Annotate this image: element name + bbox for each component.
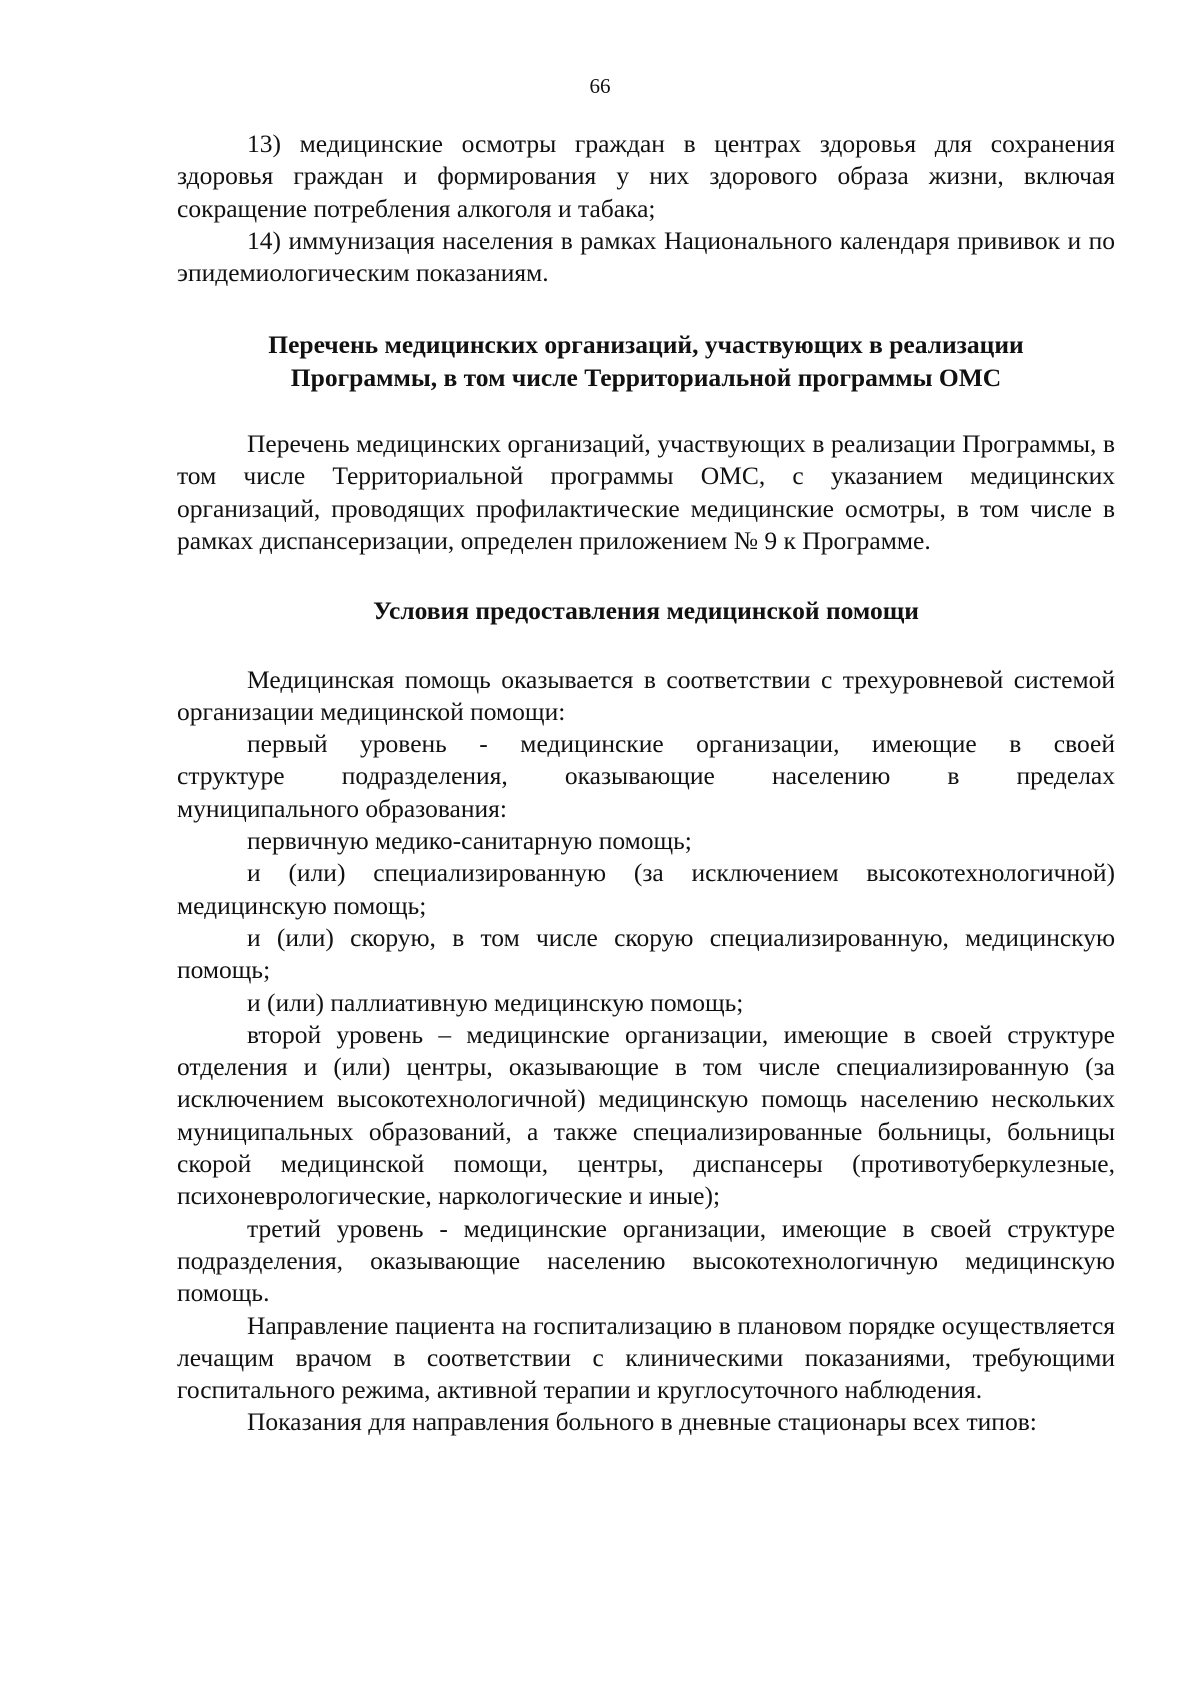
level1-item: и (или) скорую, в том числе скорую специализированную, медицинскую помощь;: [177, 922, 1115, 985]
document-body: [177, 128, 1115, 1439]
section-heading-line: Программы, в том числе Территориальной программы ОМС: [290, 362, 1002, 392]
level3-paragraph: третий уровень - медицинские организации, имеющие в своей структуре подразделения, оказывающие населению высокотехнологичную медицинскую помощь.: [177, 1213, 1115, 1308]
referral-paragraph: Направление пациента на госпитализацию в плановом порядке осуществляется лечащим врачом в соответствии с клиническими показаниями, требующими госпитального режима, активной терапии и круглосуточного наблюдения.: [177, 1310, 1115, 1405]
level2-paragraph: второй уровень – медицинские организации, имеющие в своей структуре отделения и (или) центры, оказывающие в том числе специализированную (за исключением высокотехнологичной) медицинскую помощь населению нескольких муниципальных образований, а также специализированные больницы, больницы скорой медицинской помощи, центры, диспансеры (противотуберкулезные, психоневрологические, наркологические и иные);: [177, 1019, 1115, 1211]
level1-line: муниципального образования:: [177, 793, 507, 823]
section-heading-line: Перечень медицинских организаций, участвующих в реализации: [268, 330, 1024, 360]
indications-paragraph: Показания для направления больного в дневные стационары всех типов:: [247, 1407, 1037, 1437]
level1-line: структуре подразделения, оказывающие населению в пределах: [177, 761, 1115, 791]
level1-line: первый уровень - медицинские организации, имеющие в своей: [247, 729, 1115, 759]
page-number: 66: [589, 74, 611, 98]
level1-item: и (или) специализированную (за исключением высокотехнологичной) медицинскую помощь;: [177, 858, 1115, 920]
list-item-14: 14) иммунизация населения в рамках Национального календаря прививок и по эпидемиологическим показаниям.: [177, 225, 1115, 288]
section-heading-conditions: Условия предоставления медицинской помощи: [373, 596, 919, 626]
levels-intro-paragraph: Медицинская помощь оказывается в соответствии с трехуровневой системой организации медицинской помощи:: [177, 664, 1115, 726]
level1-item: и (или) паллиативную медицинскую помощь;: [247, 987, 744, 1017]
level1-item: первичную медико-санитарную помощь;: [247, 826, 692, 856]
section-heading-organizations: [177, 329, 1115, 394]
list-item-13: 13) медицинские осмотры граждан в центрах здоровья для сохранения здоровья граждан и формирования у них здорового образа жизни, включая сокращение потребления алкоголя и табака;: [177, 129, 1115, 223]
organizations-paragraph: Перечень медицинских организаций, участвующих в реализации Программы, в том числе Территориальной программы ОМС, с указанием медицинских организаций, проводящих профилактические медицинские осмотры, в том числе в рамках диспансеризации, определен приложением № 9 к Программе.: [177, 429, 1115, 555]
